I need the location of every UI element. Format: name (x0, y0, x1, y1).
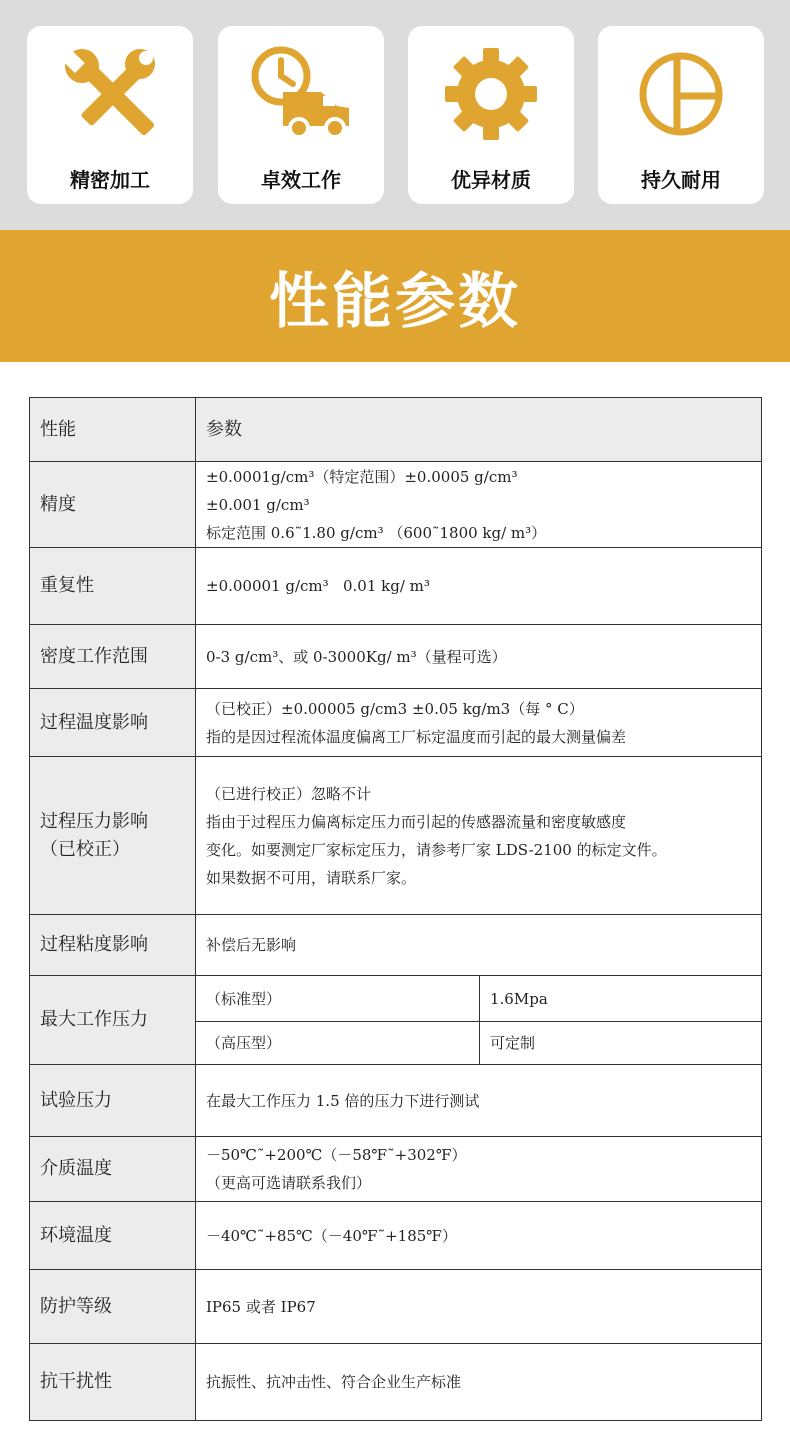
row-name: 介质温度 (30, 1137, 196, 1202)
row-name: 过程温度影响 (30, 689, 196, 757)
row-name: 抗干扰性 (30, 1344, 196, 1421)
table-row (30, 1137, 762, 1202)
row-name: 过程粘度影响 (30, 915, 196, 976)
sub-value-cell: 可定制 (480, 1022, 762, 1065)
header-value-cell: 参数 (196, 398, 762, 462)
value-line: （已校正）±0.00005 g/cm3 ±0.05 kg/m3（每 ° C） (206, 699, 584, 718)
value-line: －50℃˜+200℃（－58℉˜+302℉） (206, 1146, 467, 1164)
table-row (30, 462, 762, 548)
row-name: 重复性 (30, 548, 196, 625)
row-value (196, 689, 762, 757)
table-row (30, 1202, 762, 1270)
value-line: 如果数据不可用，请联系厂家。 (206, 868, 417, 887)
row-name: 防护等级 (30, 1270, 196, 1344)
row-name: 精度 (30, 462, 196, 548)
value-line: （更高可选请联系我们） (206, 1174, 372, 1192)
gear-icon (441, 44, 541, 144)
feature-card-precision (27, 26, 193, 204)
row-value: 在最大工作压力 1.5 倍的压力下进行测试 (196, 1065, 762, 1137)
value-line: 标定范围 0.6˜1.80 g/cm³ （600˜1800 kg/ m³） (206, 523, 547, 542)
feature-card-material (408, 26, 574, 204)
row-value: ±0.00001 g/cm³ 0.01 kg/ m³ (196, 548, 762, 625)
section-banner (0, 230, 790, 362)
name-line: （已校正） (40, 838, 130, 860)
row-value: 补偿后无影响 (196, 915, 762, 976)
table-row (30, 625, 762, 689)
row-name: 试验压力 (30, 1065, 196, 1137)
header-name-cell: 性能 (30, 398, 196, 462)
feature-label: 精密加工 (70, 168, 150, 192)
row-value: IP65 或者 IP67 (196, 1270, 762, 1344)
row-value: －40℃˜+85℃（－40℉˜+185℉） (196, 1202, 762, 1270)
row-value: 抗振性、抗冲击性、符合企业生产标准 (196, 1344, 762, 1421)
name-line: 过程压力影响 (40, 810, 148, 832)
table-row (30, 1065, 762, 1137)
row-value (196, 757, 762, 915)
row-name (30, 757, 196, 915)
row-value (196, 1137, 762, 1202)
table-row (30, 689, 762, 757)
sub-type-cell: （标准型） (196, 976, 480, 1022)
value-line: ±0.0001g/cm³（特定范围）±0.0005 g/cm³ (206, 467, 518, 486)
value-line: 指由于过程压力偏离标定压力而引起的传感器流量和密度敏感度 (206, 812, 627, 831)
table-row (30, 757, 762, 915)
table-header-row (30, 398, 762, 462)
table-row (30, 548, 762, 625)
feature-label: 优异材质 (451, 168, 531, 192)
sub-type-cell: （高压型） (196, 1022, 480, 1065)
table-row (30, 976, 762, 1022)
delivery-truck-icon (251, 44, 351, 144)
row-name: 密度工作范围 (30, 625, 196, 689)
table-row (30, 915, 762, 976)
row-name: 最大工作压力 (30, 976, 196, 1065)
sub-value-cell: 1.6Mpa (480, 976, 762, 1022)
banner-title: 性能参数 (269, 267, 521, 337)
row-value (196, 462, 762, 548)
value-line: ±0.001 g/cm³ (206, 495, 310, 514)
feature-card-durability (598, 26, 764, 204)
value-line: 变化。如要测定厂家标定压力，请参考厂家 LDS-2100 的标定文件。 (206, 840, 667, 859)
feature-label: 卓效工作 (261, 168, 341, 192)
row-name: 环境温度 (30, 1202, 196, 1270)
tools-icon (60, 44, 160, 144)
durable-circle-icon (631, 44, 731, 144)
table-row (30, 1270, 762, 1344)
feature-label: 持久耐用 (641, 168, 721, 192)
row-value: 0-3 g/cm³、或 0-3000Kg/ m³（量程可选） (196, 625, 762, 689)
feature-card-efficiency (218, 26, 384, 204)
feature-band (0, 0, 790, 230)
value-line: 指的是因过程流体温度偏离工厂标定温度而引起的最大测量偏差 (206, 727, 627, 746)
value-line: （已进行校正）忽略不计 (206, 784, 372, 803)
spec-table (29, 397, 762, 1421)
table-row (30, 1344, 762, 1421)
